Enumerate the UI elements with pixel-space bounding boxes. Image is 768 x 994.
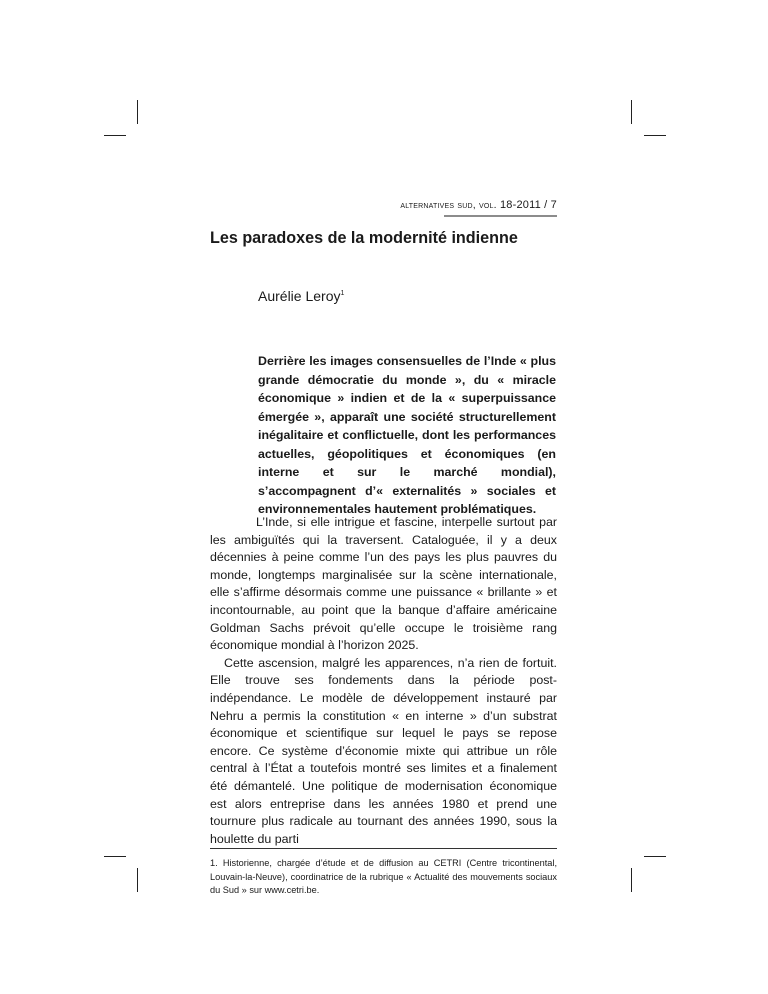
author-line bbox=[258, 288, 344, 304]
crop-mark bbox=[644, 135, 666, 136]
footnote-marker: 1 bbox=[340, 290, 345, 297]
article-title: Les paradoxes de la modernité indienne bbox=[210, 228, 518, 247]
footnote-rule bbox=[210, 848, 557, 849]
crop-mark bbox=[137, 100, 138, 124]
footnote: 1. Historienne, chargée d’étude et de diffusion au CETRI (Centre tricontinental, Louvain-la-Neuve), coordinatrice de la rubrique « Actualité des mouvements sociaux du Sud » sur www.cetri.be. bbox=[210, 858, 557, 895]
header-rule bbox=[444, 215, 557, 217]
page-reference: 18-2011 / 7 bbox=[496, 199, 557, 211]
crop-mark bbox=[631, 868, 632, 892]
author-name: Aurélie Leroy bbox=[258, 288, 341, 304]
body-text bbox=[210, 514, 557, 848]
crop-mark bbox=[104, 856, 126, 857]
crop-mark bbox=[137, 868, 138, 892]
crop-mark bbox=[631, 100, 632, 124]
paragraph: L’Inde, si elle intrigue et fascine, interpelle surtout par les ambiguïtés qui la traversent. Cataloguée, il y a deux décennies à peine comme l’un des pays les plus pauvres du monde, longtemps marginalisée sur la scène internationale, elle s’affirme désormais comme une puissance « brillante » et incontournable, au point que la banque d’affaire américaine Goldman Sachs prévoit qu’elle occupe le troisième rang économique mondial à l’horizon 2025. bbox=[210, 515, 557, 653]
crop-mark bbox=[104, 135, 126, 136]
journal-name: alternatives sud, vol. bbox=[400, 199, 497, 211]
crop-mark bbox=[644, 856, 666, 857]
paragraph: Cette ascension, malgré les apparences, n’a rien de fortuit. Elle trouve ses fondements dans la période post-indépendance. Le modèle de développement instauré par Nehru a permis la constitution « en interne » d’un substrat économique et scientifique sur lequel le pays se repose encore. Ce système d’économie mixte qui attribue un rôle central à l’État a toutefois montré ses limites et a finalement été démantelé. Une politique de modernisation économique est alors entreprise dans les années 1980 et prend une tournure plus radicale au tournant des années 1990, sous la houlette du parti bbox=[210, 655, 557, 846]
abstract: Derrière les images consensuelles de l’Inde « plus grande démocratie du monde », du « miracle économique » indien et de la « superpuissance émergée », apparaît une société structurellement inégalitaire et conflictuelle, dont les performances actuelles, géopolitiques et économiques (en interne et sur le marché mondial), s’accompagnent d’« externalités » sociales et environnementales hautement problématiques. bbox=[258, 354, 556, 516]
running-head bbox=[400, 199, 557, 211]
